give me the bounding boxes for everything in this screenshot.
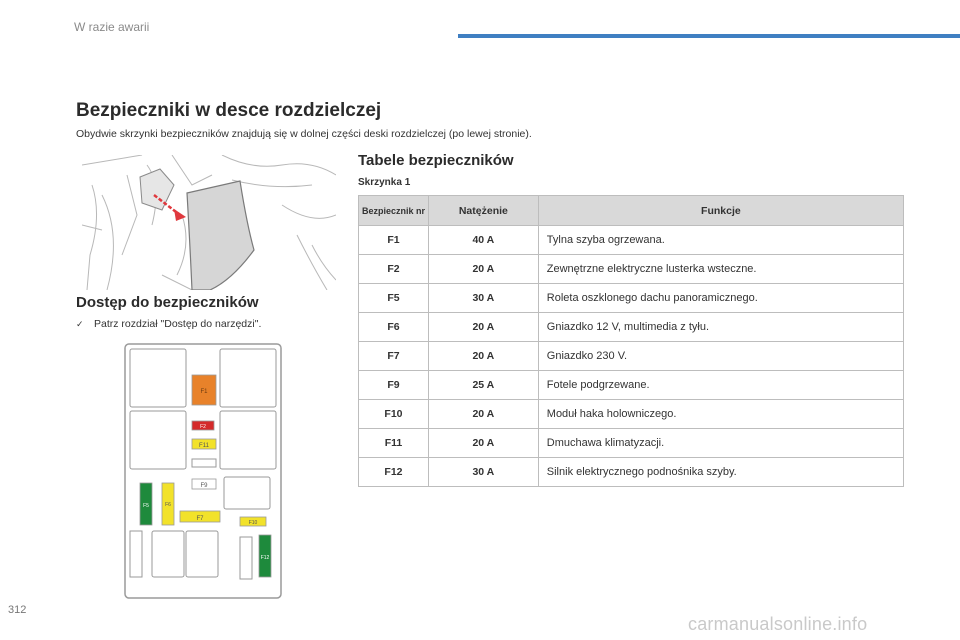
header-accent-bar [458, 34, 960, 38]
fuse-function: Tylna szyba ogrzewana. [538, 226, 903, 255]
fuse-box-diagram [124, 343, 284, 601]
fuse-table [358, 195, 904, 487]
fuse-function: Dmuchawa klimatyzacji. [538, 429, 903, 458]
fuse-f5-label: F5 [143, 503, 149, 509]
page-heading: Bezpieczniki w desce rozdzielczej [76, 100, 382, 121]
tables-heading: Tabele bezpieczników [358, 152, 514, 169]
fuse-current: 20 A [428, 313, 538, 342]
table-row [359, 371, 904, 400]
access-heading: Dostęp do bezpieczników [76, 294, 259, 311]
fuse-f12-label: F12 [260, 555, 270, 561]
fuse-number: F1 [359, 226, 429, 255]
fuse-number: F2 [359, 255, 429, 284]
fuse-number: F5 [359, 284, 429, 313]
fuse-f7-label: F7 [196, 516, 204, 522]
page-number: 312 [8, 604, 27, 616]
fuse-function: Moduł haka holowniczego. [538, 400, 903, 429]
fuse-f2-label: F2 [200, 424, 206, 430]
table-row [359, 429, 904, 458]
fuse-number: F11 [359, 429, 429, 458]
fuse-current: 20 A [428, 255, 538, 284]
fuse-function: Gniazdko 12 V, multimedia z tyłu. [538, 313, 903, 342]
fuse-function: Gniazdko 230 V. [538, 342, 903, 371]
fuse-current: 20 A [428, 342, 538, 371]
fuse-current: 25 A [428, 371, 538, 400]
fuse-f6-label: F6 [165, 502, 171, 508]
access-instruction-text: Patrz rozdział "Dostęp do narzędzi". [94, 318, 262, 330]
fuse-function: Silnik elektrycznego podnośnika szyby. [538, 458, 903, 487]
fuse-current: 20 A [428, 429, 538, 458]
table-row [359, 255, 904, 284]
intro-text: Obydwie skrzynki bezpieczników znajdują się w dolnej części deski rozdzielczej (po lewej stronie). [76, 128, 532, 140]
fuse-number: F7 [359, 342, 429, 371]
access-instruction [76, 318, 261, 330]
column-header-functions: Funkcje [538, 196, 903, 226]
fuse-current: 20 A [428, 400, 538, 429]
section-title: W razie awarii [74, 20, 150, 34]
table-row [359, 342, 904, 371]
fuse-f1-label: F1 [200, 389, 208, 395]
fuse-current: 30 A [428, 458, 538, 487]
fuse-number: F6 [359, 313, 429, 342]
fuse-current: 40 A [428, 226, 538, 255]
table-row [359, 284, 904, 313]
fuse-number: F9 [359, 371, 429, 400]
table-row [359, 226, 904, 255]
box-label: Skrzynka 1 [358, 177, 411, 188]
fuse-f10-label: F10 [248, 520, 258, 526]
column-header-current: Natężenie [428, 196, 538, 226]
fuse-function: Roleta oszklonego dachu panoramicznego. [538, 284, 903, 313]
fuse-function: Zewnętrzne elektryczne lusterka wsteczne. [538, 255, 903, 284]
fuse-current: 30 A [428, 284, 538, 313]
fuse-function: Fotele podgrzewane. [538, 371, 903, 400]
table-row [359, 458, 904, 487]
fuse-number: F12 [359, 458, 429, 487]
column-header-fuse-number: Bezpiecznik nr [359, 196, 429, 226]
fuse-number: F10 [359, 400, 429, 429]
table-row [359, 400, 904, 429]
table-header-row [359, 196, 904, 226]
fuse-f9-label: F9 [200, 483, 208, 489]
dashboard-illustration [82, 155, 336, 290]
watermark: carmanualsonline.info [688, 614, 868, 634]
fuse-f11-label: F11 [199, 443, 209, 449]
table-row [359, 313, 904, 342]
bullet-marker-icon: ✓ [76, 319, 84, 329]
